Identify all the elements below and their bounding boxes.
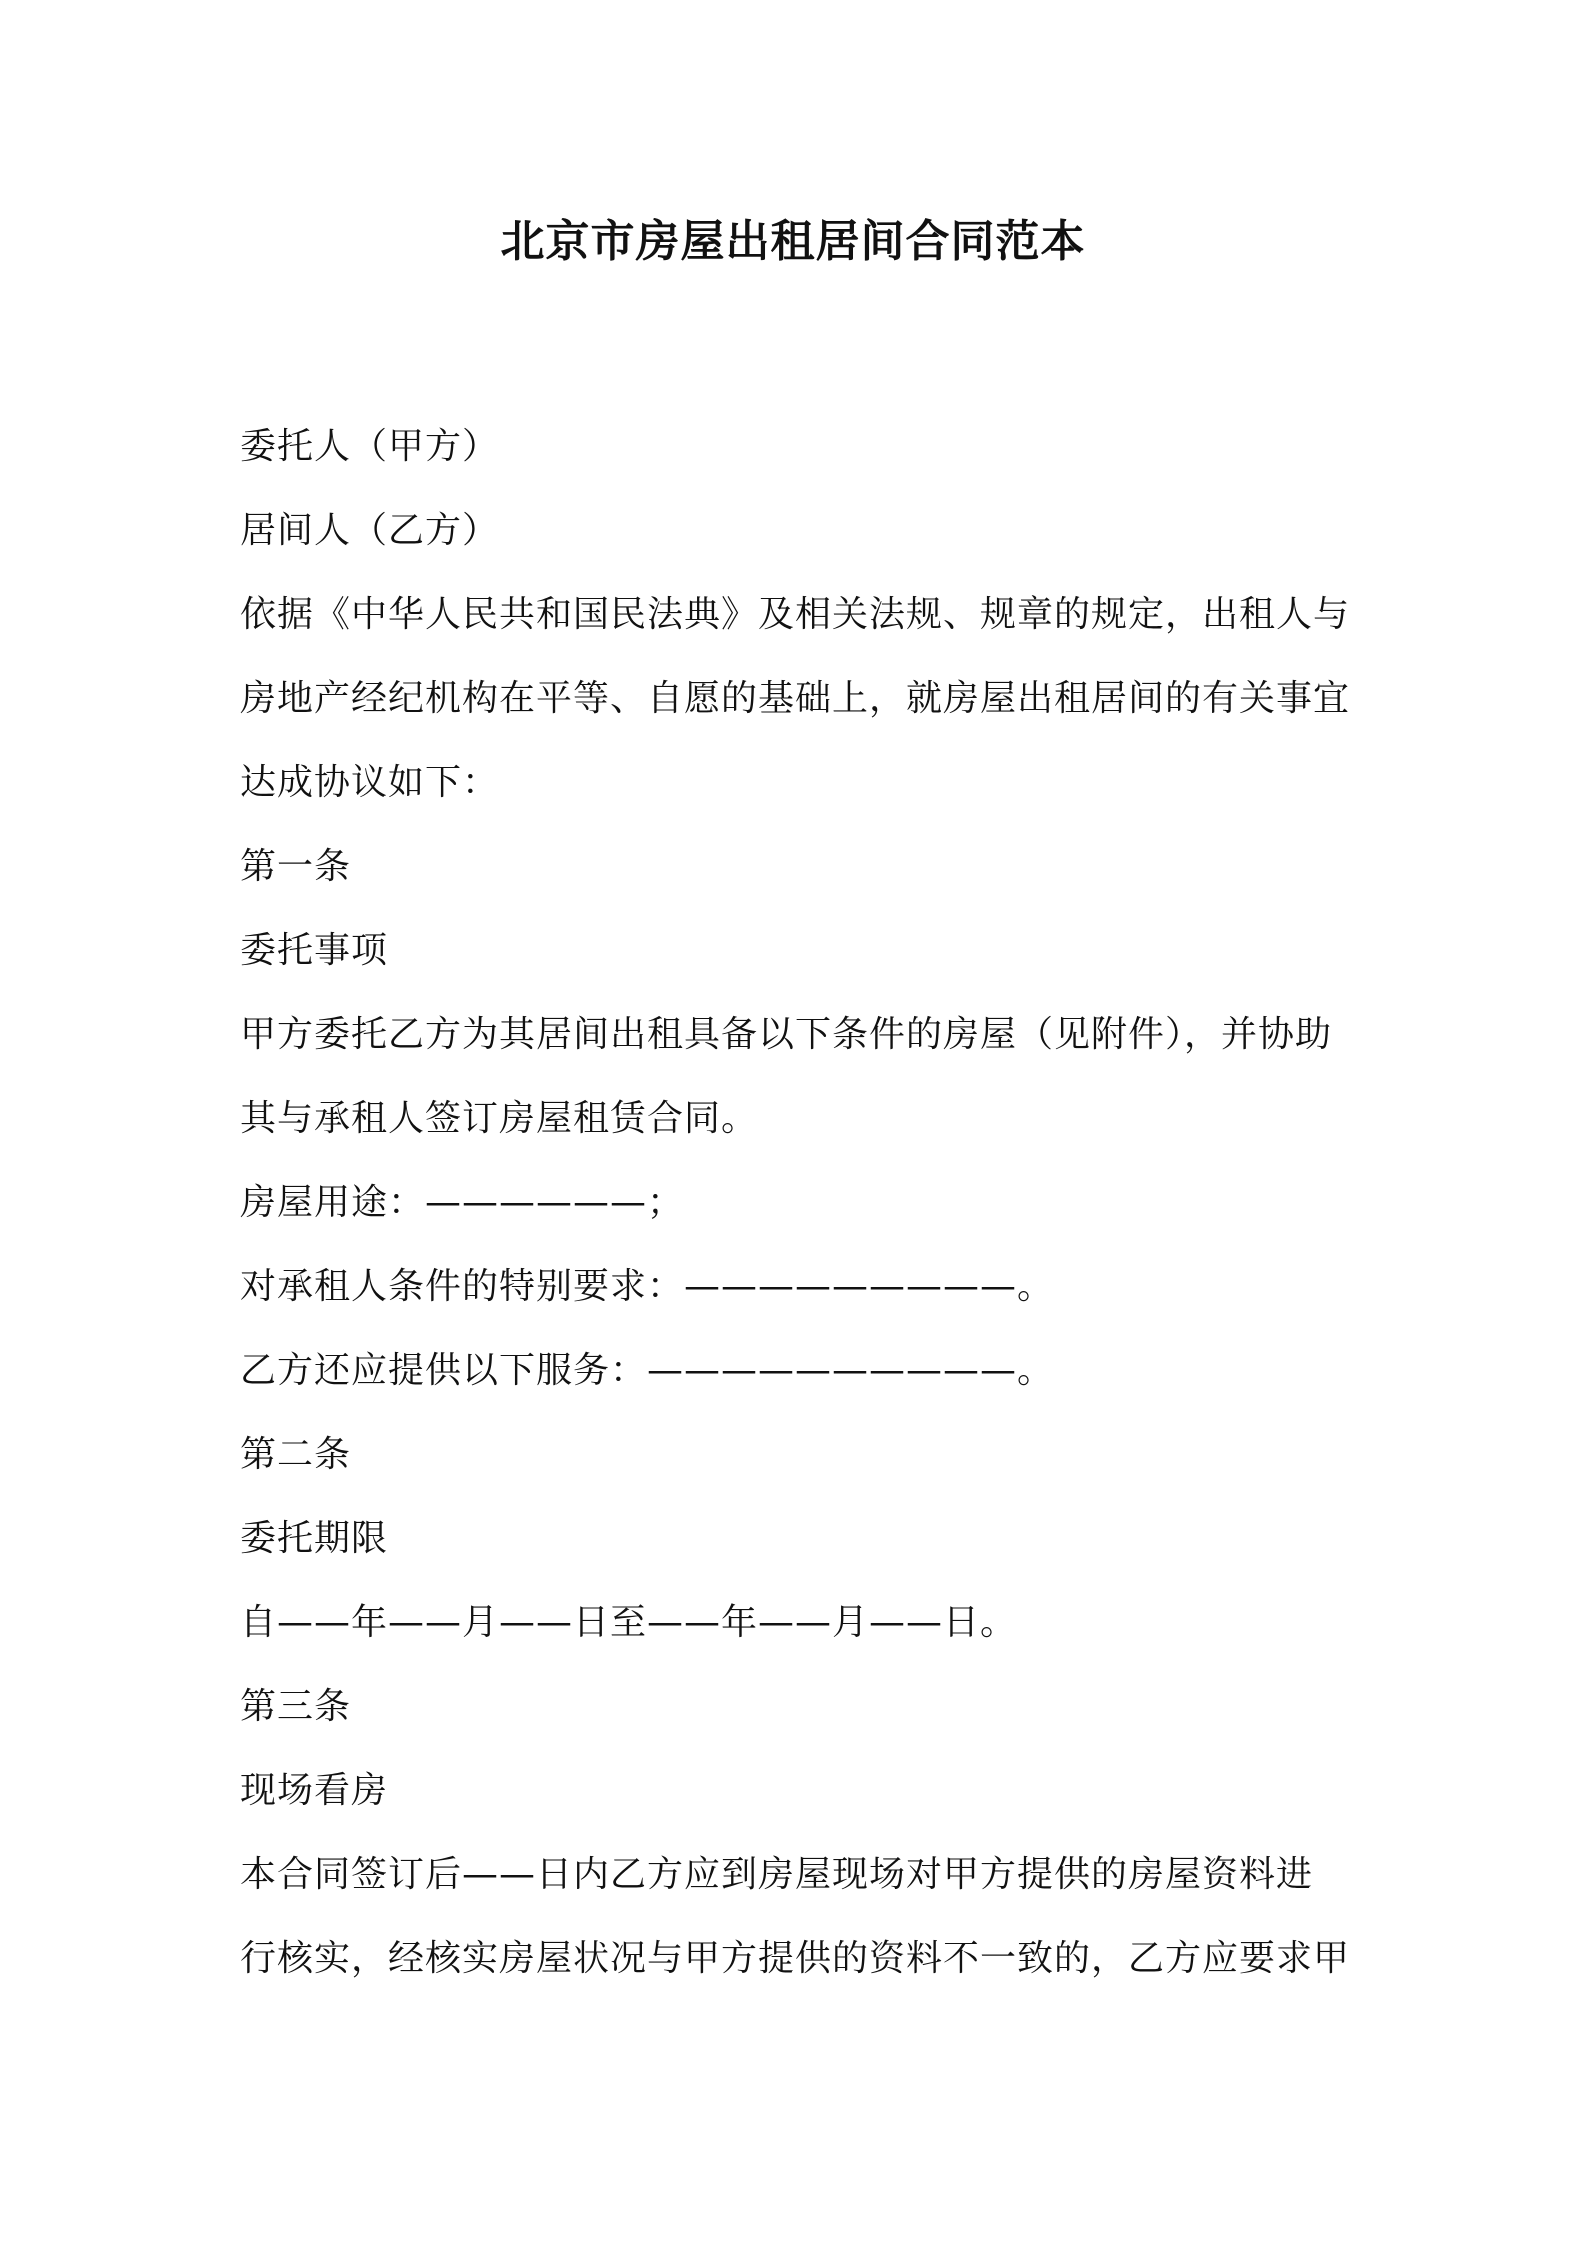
party-b-line: 居间人（乙方） <box>240 510 500 551</box>
party-a-line: 委托人（甲方） <box>240 426 500 467</box>
document-title: 北京市房屋出租居间合同范本 <box>500 216 1086 267</box>
article-3-paragraph: 行核实，经核实房屋状况与甲方提供的资料不一致的，乙方应要求甲 <box>240 1938 1351 1979</box>
house-use-line: 房屋用途：——————； <box>240 1182 685 1223</box>
article-3-heading: 第三条 <box>240 1686 352 1727</box>
preamble-line: 依据《中华人民共和国民法典》及相关法规、规章的规定，出租人与 <box>240 594 1351 635</box>
article-1-subject: 委托事项 <box>240 930 389 971</box>
preamble-line: 房地产经纪机构在平等、自愿的基础上，就房屋出租居间的有关事宜 <box>240 678 1351 719</box>
article-1-heading: 第一条 <box>240 846 352 887</box>
tenant-requirements-line: 对承租人条件的特别要求：—————————。 <box>240 1266 1055 1307</box>
preamble-line: 达成协议如下： <box>240 762 500 803</box>
article-3-subject: 现场看房 <box>240 1770 389 1811</box>
document-body <box>240 405 1360 2001</box>
term-period-line: 自——年——月——日至——年——月——日。 <box>240 1602 1018 1643</box>
article-1-paragraph: 其与承租人签订房屋租赁合同。 <box>240 1098 759 1139</box>
article-2-subject: 委托期限 <box>240 1518 389 1559</box>
article-2-heading: 第二条 <box>240 1434 352 1475</box>
article-1-paragraph: 甲方委托乙方为其居间出租具备以下条件的房屋（见附件），并协助 <box>240 1014 1333 1055</box>
article-3-paragraph: 本合同签订后——日内乙方应到房屋现场对甲方提供的房屋资料进 <box>240 1854 1314 1895</box>
extra-services-line: 乙方还应提供以下服务：——————————。 <box>240 1350 1055 1391</box>
